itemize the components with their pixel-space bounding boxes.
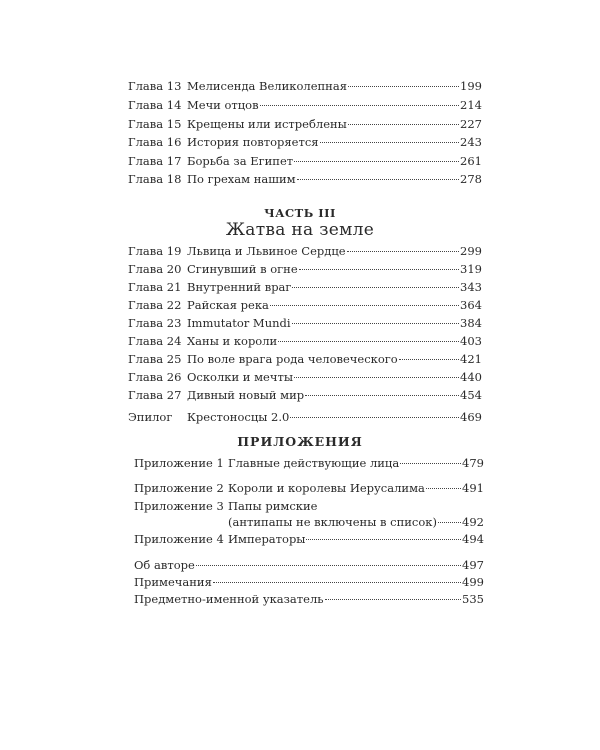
page-number: 535 <box>462 592 484 606</box>
part-title: Жатва на земле <box>225 220 375 240</box>
page-number: 421 <box>460 352 482 366</box>
toc-entry <box>0 115 600 133</box>
chapter-number: Глава 21 <box>128 280 182 294</box>
chapter-title: Мечи отцов <box>187 98 259 112</box>
toc-entry <box>0 386 600 404</box>
page-number: 492 <box>462 515 484 529</box>
toc-entry-epilogue <box>0 408 600 426</box>
toc-entry <box>0 296 600 314</box>
toc-entry-appendix-continued <box>0 513 600 531</box>
page-number: 319 <box>460 262 482 276</box>
toc-entry-appendix <box>0 530 600 548</box>
page-number: 278 <box>460 172 482 186</box>
chapter-number: Глава 18 <box>128 172 182 186</box>
page-number: 491 <box>462 481 484 495</box>
toc-entry-back-matter <box>0 556 600 574</box>
chapter-title: История повторяется <box>187 135 319 149</box>
page-number: 499 <box>462 575 484 589</box>
page-number: 497 <box>462 558 484 572</box>
toc-entry <box>0 133 600 151</box>
page-number: 214 <box>460 98 482 112</box>
appendix-title: Короли и королевы Иерусалима <box>228 481 425 495</box>
chapter-number: Глава 13 <box>128 79 182 93</box>
toc-entry <box>0 242 600 260</box>
chapter-number: Глава 20 <box>128 262 182 276</box>
chapter-title: Immutator Mundi <box>187 316 291 330</box>
chapter-number: Глава 19 <box>128 244 182 258</box>
chapter-title: Сгинувший в огне <box>187 262 298 276</box>
page-number: 384 <box>460 316 482 330</box>
chapter-number: Глава 27 <box>128 388 182 402</box>
page-number: 454 <box>460 388 482 402</box>
chapter-title: Осколки и мечты <box>187 370 293 384</box>
toc-entry <box>0 332 600 350</box>
page-number: 299 <box>460 244 482 258</box>
toc-entry-appendix <box>0 479 600 497</box>
page-number: 199 <box>460 79 482 93</box>
page-number: 494 <box>462 532 484 546</box>
page-number: 261 <box>460 154 482 168</box>
appendix-title: Императоры <box>228 532 306 546</box>
chapter-number: Глава 15 <box>128 117 182 131</box>
epilogue-label: Эпилог <box>128 410 173 424</box>
appendix-number: Приложение 1 <box>134 456 224 470</box>
toc-entry-back-matter <box>0 573 600 591</box>
page-number: 479 <box>462 456 484 470</box>
chapter-number: Глава 17 <box>128 154 182 168</box>
chapter-number: Глава 25 <box>128 352 182 366</box>
appendix-title-line2: (антипапы не включены в список) <box>228 515 437 529</box>
toc-entry <box>0 278 600 296</box>
chapter-title: Внутренний враг <box>187 280 292 294</box>
toc-entry <box>0 260 600 278</box>
page-number: 243 <box>460 135 482 149</box>
toc-entry <box>0 314 600 332</box>
chapter-title: Райская река <box>187 298 269 312</box>
toc-entry-back-matter <box>0 590 600 608</box>
appendix-number: Приложение 2 <box>134 481 224 495</box>
chapter-title: Львица и Львиное Сердце <box>187 244 346 258</box>
chapter-number: Глава 16 <box>128 135 182 149</box>
chapter-number: Глава 14 <box>128 98 182 112</box>
toc-entry-appendix <box>0 454 600 472</box>
appendix-number: Приложение 4 <box>134 532 224 546</box>
chapter-title: Борьба за Египет <box>187 154 294 168</box>
part-label: ЧАСТЬ III <box>264 206 336 220</box>
page-number: 227 <box>460 117 482 131</box>
toc-entry <box>0 368 600 386</box>
chapter-title: Ханы и короли <box>187 334 278 348</box>
back-matter-title: Предметно-именной указатель <box>134 592 324 606</box>
chapter-number: Глава 22 <box>128 298 182 312</box>
page-number: 469 <box>460 410 482 424</box>
appendix-title: Главные действующие лица <box>228 456 400 470</box>
page-number: 343 <box>460 280 482 294</box>
chapter-title: Мелисенда Великолепная <box>187 79 347 93</box>
toc-entry <box>0 77 600 95</box>
chapter-number: Глава 26 <box>128 370 182 384</box>
chapter-title: По воле врага рода человеческого <box>187 352 398 366</box>
appendix-number: Приложение 3 <box>134 499 224 513</box>
appendix-title: Папы римские <box>228 499 318 513</box>
back-matter-title: Примечания <box>134 575 212 589</box>
chapter-number: Глава 23 <box>128 316 182 330</box>
back-matter-title: Об авторе <box>134 558 195 572</box>
page-number: 440 <box>460 370 482 384</box>
chapter-title: По грехам нашим <box>187 172 296 186</box>
chapter-title: Крещены или истреблены <box>187 117 347 131</box>
chapter-number: Глава 24 <box>128 334 182 348</box>
toc-entry <box>0 170 600 188</box>
chapter-title: Дивный новый мир <box>187 388 305 402</box>
toc-entry <box>0 152 600 170</box>
appendices-heading: ПРИЛОЖЕНИЯ <box>237 434 363 449</box>
page-number: 403 <box>460 334 482 348</box>
toc-entry <box>0 350 600 368</box>
toc-entry <box>0 96 600 114</box>
page-number: 364 <box>460 298 482 312</box>
epilogue-title: Крестоносцы 2.0 <box>187 410 290 424</box>
